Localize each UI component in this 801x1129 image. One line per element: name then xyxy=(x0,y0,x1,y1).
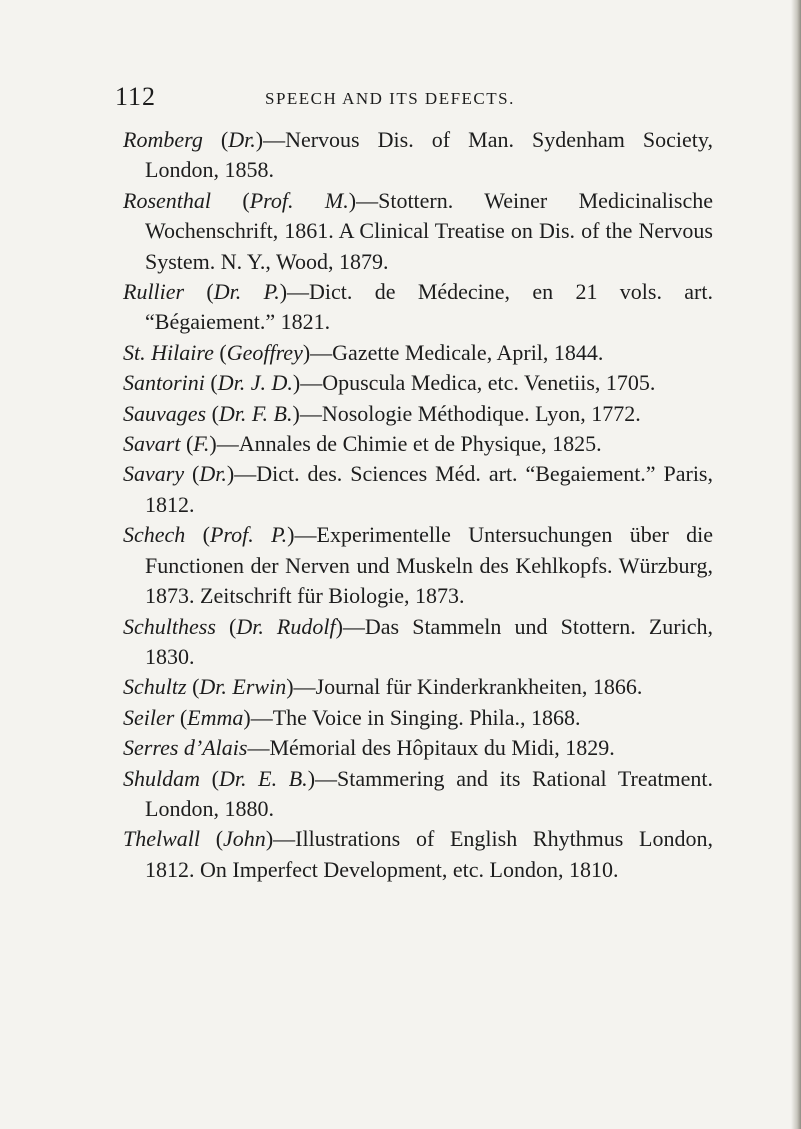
entry-name: Prof. M. xyxy=(249,187,349,213)
entry-text: —Dict. de Médecine, en 21 vols. art. “Bégaiement.” 1821. xyxy=(145,279,713,335)
entry-paren-open: ( xyxy=(186,674,200,700)
entry-paren-open: ( xyxy=(202,127,229,152)
entry-author: Romberg xyxy=(123,127,203,152)
entry-text: —Opuscula Medica, etc. Venetiis, 1705. xyxy=(300,370,656,396)
entry-paren-open: ( xyxy=(180,431,194,457)
bibliography-entry xyxy=(123,459,713,520)
entry-paren-close: ) xyxy=(292,370,301,396)
bibliography-entry xyxy=(123,125,713,186)
entry-paren-close: ) xyxy=(302,339,311,365)
bibliography-entry xyxy=(123,824,713,885)
bibliography-entry xyxy=(123,520,713,611)
entry-paren-close: ) xyxy=(292,400,300,426)
entry-paren-open: ( xyxy=(200,826,224,852)
entry-text: —The Voice in Singing. Phila., 1868. xyxy=(250,704,581,730)
page-edge-shadow xyxy=(791,0,801,1129)
entry-paren-close: ) xyxy=(348,187,357,213)
entry-name: Dr. F. B. xyxy=(218,400,293,426)
entry-author: Savary xyxy=(123,461,185,487)
entry-author: Serres d’Alais xyxy=(123,735,248,761)
entry-name: Dr. P. xyxy=(213,279,280,305)
entry-name: Geoffrey xyxy=(226,339,303,365)
entry-paren-open: ( xyxy=(206,400,219,426)
entry-text: —Nervous Dis. of Man. Sydenham Society, London, 1858. xyxy=(145,127,713,183)
bibliography-entry xyxy=(123,672,713,702)
entry-author: Savart xyxy=(123,431,181,457)
entry-name: Prof. P. xyxy=(209,522,288,548)
entry-paren-close: ) xyxy=(286,674,294,700)
entry-name: Dr. E. B. xyxy=(218,765,308,791)
bibliography-entry xyxy=(123,399,713,429)
entry-paren-open: ( xyxy=(185,522,210,548)
entry-author: Rullier xyxy=(123,279,185,305)
page-header xyxy=(115,82,715,112)
bibliography-entry xyxy=(123,733,713,763)
entry-text: —Gazette Medicale, April, 1844. xyxy=(310,339,604,365)
entry-text: —Illustrations of English Rhythmus London, 1812. On Imperfect Development, etc. London, 1810. xyxy=(145,826,713,882)
entry-name: Emma xyxy=(187,704,244,730)
entry-author: Shuldam xyxy=(123,765,200,791)
bibliography-entry xyxy=(123,338,713,368)
entry-paren-close: ) xyxy=(279,279,288,305)
entry-name: John xyxy=(223,826,266,852)
bibliography-entry xyxy=(123,186,713,277)
entry-author: Schech xyxy=(123,522,186,548)
bibliography-entry xyxy=(123,368,713,398)
entry-paren-close: ) xyxy=(255,127,264,152)
entry-name: Dr. Erwin xyxy=(199,674,287,700)
entry-paren-open: ( xyxy=(174,704,188,730)
entry-text: —Das Stammeln und Stottern. Zurich, 1830. xyxy=(145,613,713,669)
entry-paren-open: ( xyxy=(200,765,219,791)
entry-paren-open: ( xyxy=(184,279,214,305)
entry-text: —Stammering and its Rational Treatment. London, 1880. xyxy=(145,765,713,821)
entry-name: Dr. J. D. xyxy=(217,370,293,396)
entry-name: F. xyxy=(193,431,210,457)
bibliography-entry xyxy=(123,429,713,459)
entry-text: —Stottern. Weiner Medicinalische Wochenschrift, 1861. A Clinical Treatise on Dis. of the Nervous System. N. Y., Wood, 1879. xyxy=(145,187,714,274)
bibliography-entry xyxy=(123,764,713,825)
entry-paren-close: ) xyxy=(209,431,217,457)
entry-text: —Dict. des. Sciences Méd. art. “Begaiement.” Paris, 1812. xyxy=(145,461,713,517)
entry-author: Sauvages xyxy=(123,400,207,426)
entry-paren-close: ) xyxy=(265,826,274,852)
entry-paren-close: ) xyxy=(335,613,343,639)
entry-author: Thelwall xyxy=(123,826,201,852)
entry-paren-close: ) xyxy=(226,461,235,487)
page-number: 112 xyxy=(115,82,157,111)
entry-author: Santorini xyxy=(123,370,205,396)
entry-author: St. Hilaire xyxy=(123,339,214,365)
entry-paren-close: ) xyxy=(287,522,295,548)
entry-text: —Journal für Kinderkrankheiten, 1866. xyxy=(293,674,643,700)
entry-name: Dr. Rudolf xyxy=(236,613,336,639)
running-head: SPEECH AND ITS DEFECTS. xyxy=(265,89,515,108)
entry-paren-close: ) xyxy=(307,765,316,791)
entry-text: —Nosologie Méthodique. Lyon, 1772. xyxy=(299,400,641,426)
entry-paren-open: ( xyxy=(211,187,250,213)
bibliography-entry xyxy=(123,612,713,673)
entry-name: Dr. xyxy=(199,461,227,487)
entry-paren-open: ( xyxy=(215,613,237,639)
entry-name: Dr. xyxy=(228,127,256,152)
entry-paren-open: ( xyxy=(184,461,200,487)
entry-text: —Mémorial des Hôpitaux du Midi, 1829. xyxy=(247,735,615,761)
entry-text: —Experimentelle Untersuchungen über die Functionen der Nerven und Muskeln des Kehlkopfs. Würzburg, 1873. Zeitschrift für Biologie, 1873. xyxy=(145,522,713,609)
bibliography-entry xyxy=(123,277,713,338)
entry-paren-close: ) xyxy=(243,704,251,730)
entry-author: Schulthess xyxy=(123,613,216,639)
entry-paren-open: ( xyxy=(213,339,227,365)
entry-author: Rosenthal xyxy=(123,187,211,213)
bibliography-list xyxy=(123,125,713,885)
entry-paren-open: ( xyxy=(204,370,218,396)
entry-author: Schultz xyxy=(123,674,187,700)
entry-author: Seiler xyxy=(123,704,175,730)
bibliography-entry xyxy=(123,703,713,733)
entry-text: —Annales de Chimie et de Physique, 1825. xyxy=(216,431,602,457)
